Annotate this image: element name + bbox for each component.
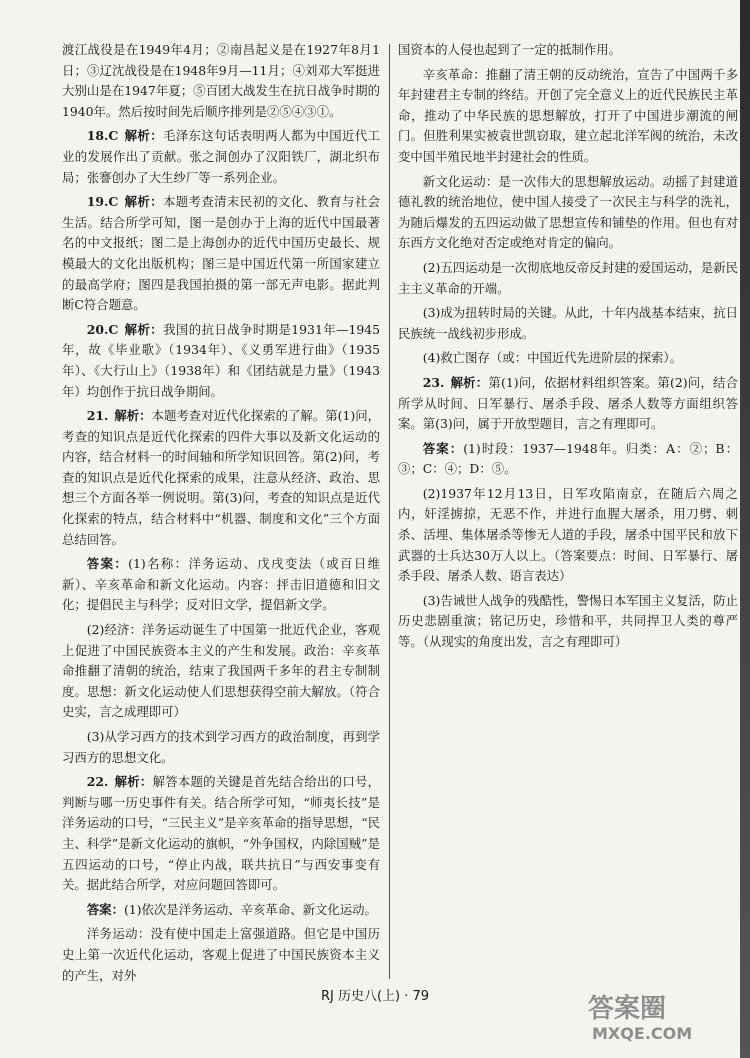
question-number: 19.C (86, 194, 119, 210)
paragraph-text: (4)救亡图存（或：中国近代先进阶层的探索）。 (422, 350, 682, 366)
question-explanation (62, 772, 380, 896)
answer-label: 答案： (422, 440, 464, 456)
answer-text: (1)时段：1937—1948年。归类：A：②；B：③；C：④；D：⑤。 (398, 440, 739, 477)
page-footer: RJ 历史八(上) · 79 (320, 989, 430, 1004)
answer-block (398, 439, 738, 480)
right-column (398, 40, 738, 1018)
explanation-text: 本题考查对近代化探索的了解。第(1)问，考查的知识点是近代化探索的四件大事以及新文化运动的内容，结合材料一的时间轴和所学知识回答。第(2)问，考查的知识点是近代化探索的成果，注意从经济、政治、思想三个方面各举一例说明。第(3)问，考查的知识点是近代化探索的特点，结合材料中“机器、制度和文化”三个方面总结回答。 (62, 408, 381, 547)
question-number: 20.C (86, 321, 119, 337)
answer-block (62, 900, 380, 921)
question-number: 22. (86, 774, 109, 790)
paragraph-text: (3)告诫世人战争的残酷性，警惕日本军国主义复活，防止历史悲剧重演；铭记历史，珍惜和平，共同捍卫人类的尊严等。（从现实的角度出发，言之有理即可） (398, 592, 738, 650)
answer-label: 答案： (86, 901, 124, 917)
explanation-text: 毛泽东这句话表明两人都为中国近代工业的发展作出了贡献。张之洞创办了汉阳铁厂，湖北织布局；张謇创办了大生纱厂等一系列企业。 (62, 128, 380, 185)
paragraph-text: (2)五四运动是一次彻底地反帝反封建的爱国运动，是新民主主义革命的开端。 (398, 259, 738, 296)
answer-paragraph (398, 258, 738, 299)
question-number: 23. (422, 374, 445, 390)
watermark-logo (584, 989, 734, 1044)
answer-paragraph (398, 172, 738, 254)
answer-label: 答案： (86, 556, 129, 572)
paragraph-text: (2)1937年12月13日，日军攻陷南京，在随后六周之内，奸淫掳掠，无恶不作，并进行血腥大屠杀，用刀劈、刺杀、活埋、集体屠杀等惨无人道的手段，屠杀中国平民和放下武器的士兵达30万人以上。（答案要点：时间、日军暴行、屠杀手段、屠杀人数、语言表达） (398, 485, 738, 584)
column-divider (389, 44, 390, 979)
question-explanation (62, 126, 380, 188)
answer-text: (1)依次是洋务运动、辛亥革命、新文化运动。 (123, 901, 377, 917)
explanation-label: 解析： (124, 321, 164, 337)
answer-paragraph (62, 727, 380, 768)
paragraph-text: (3)从学习西方的技术到学习西方的政治制度，再到学习西方的思想文化。 (62, 729, 380, 765)
answer-paragraph (62, 924, 380, 986)
explanation-text: 第(1)问，依据材料组织答案。第(2)问，结合所学从时间、日军暴行、屠杀手段、屠杀人数等方面组织答案。第(3)问，属于开放型题目，言之有理即可。 (398, 374, 738, 432)
explanation-label: 解析： (114, 774, 153, 790)
explanation-label: 解析： (114, 408, 152, 424)
answer-paragraph (398, 591, 738, 653)
answer-paragraph (398, 484, 738, 587)
answer-paragraph (398, 65, 738, 168)
answer-paragraph (62, 620, 380, 723)
paragraph-text: 国资本的人侵也起到了一定的抵制作用。 (398, 42, 622, 57)
question-explanation (62, 320, 380, 402)
left-column (62, 40, 380, 1018)
question-number: 21. (86, 408, 109, 424)
explanation-label: 解析： (124, 194, 163, 210)
watermark-line2: MXQE.COM (592, 1024, 693, 1043)
explanation-text: 我国的抗日战争时期是1931年—1945年，故《毕业歌》（1934年）、《义勇军进行曲》（1935年）、《大行山上》（1938年）和《团结就是力量》（1943年）均创作于抗日战争期间。 (62, 321, 380, 399)
explanation-label: 解析： (450, 374, 489, 390)
question-explanation (62, 192, 380, 316)
answer-block (62, 554, 380, 616)
explanation-text: 本题考查清末民初的文化、教育与社会生活。结合所学可知，图一是创办于上海的近代中国最著名的中文报纸；图二是上海创办的近代中国历史最长、规模最大的文化出版机构；图三是中国近代第一所国家建立的最高学府；图四是我国拍摄的第一部无声电影。据此判断C符合题意。 (62, 194, 380, 313)
paragraph-text: (3)成为扭转时局的关键。从此，十年内战基本结束，抗日民族统一战线初步形成。 (398, 305, 738, 341)
explanation-text: 解答本题的关键是首先结合给出的口号，判断与哪一历史事件有关。结合所学可知，“师夷长技”是洋务运动的口号，“三民主义”是辛亥革命的指导思想，“民主、科学”是新文化运动的旗帜，“外争国权，内除国贼”是五四运动的口号，“停止内战，联共抗日”与西安事变有关。据此结合所学，对应问题回答即可。 (62, 774, 381, 893)
paragraph-text: 渡江战役是在1949年4月；②南昌起义是在1927年8月1日；③辽沈战役是在1948年9月—11月；④刘邓大军挺进大别山是在1947年夏；⑤百团大战发生在抗日战争时期的1940年。然后按时间先后顺序排列是②⑤④③①。 (62, 42, 380, 119)
answer-paragraph (398, 303, 738, 344)
explanation-label: 解析： (124, 128, 163, 144)
paragraph-text: 新文化运动：是一次伟大的思想解放运动。动摇了封建道德礼教的统治地位，使中国人接受了一次民主与科学的洗礼，为随后爆发的五四运动做了思想宣传和铺垫的作用。但也有对东西方文化绝对否定或绝对肯定的偏向。 (398, 173, 738, 251)
answer-text: (1)名称：洋务运动、戊戌变法（或百日维新）、辛亥革命和新文化运动。内容：抨击旧道德和旧文化；提倡民主与科学；反对旧文学，提倡新文学。 (62, 556, 381, 613)
paragraph-text: (2)经济：洋务运动诞生了中国第一批近代企业，客观上促进了中国民族资本主义的产生和发展。政治：辛亥革命推翻了清朝的统治，结束了我国两千多年的君主专制制度。思想：新文化运动使人们思想获得空前大解放。（符合史实，言之成理即可） (62, 622, 380, 720)
continued-paragraph (62, 40, 380, 122)
continued-paragraph (398, 40, 738, 61)
answer-paragraph (398, 348, 738, 369)
question-number: 18.C (86, 128, 119, 144)
question-explanation (398, 373, 738, 435)
paragraph-text: 辛亥革命：推翻了清王朝的反动统治，宣告了中国两千多年封建君主专制的终结。开创了完全意义上的近代民族民主革命，推动了中华民族的思想解放，打开了中国进步潮流的闸门。但胜利果实被袁世凯窃取，建立起北洋军阀的统治，未改变中国半殖民地半封建社会的性质。 (398, 66, 738, 164)
paragraph-text: 洋务运动：没有使中国走上富强道路。但它是中国历史上第一次近代化运动，客观上促进了中国民族资本主义的产生，对外 (62, 926, 380, 983)
question-explanation (62, 406, 380, 550)
edge-stripe (740, 0, 750, 1058)
watermark-line1: 答案圈 (588, 994, 667, 1024)
